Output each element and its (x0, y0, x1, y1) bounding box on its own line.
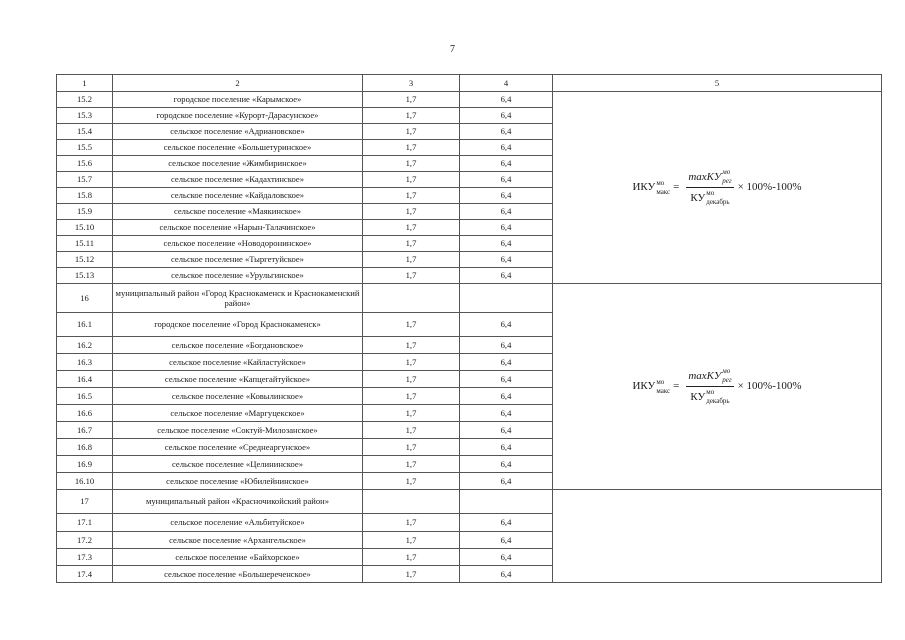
formula-numerator (686, 367, 733, 387)
row-value-col3: 1,7 (363, 108, 460, 124)
row-name: сельское поселение «Новодоронинское» (113, 236, 363, 252)
row-value-col4: 6,4 (460, 172, 553, 188)
formula-lhs-sup: мо (656, 178, 665, 187)
formula-num-indices (722, 168, 731, 186)
row-value-col3: 1,7 (363, 354, 460, 371)
row-value-col4: 6,4 (460, 204, 553, 220)
row-number: 15.7 (57, 172, 113, 188)
row-name: сельское поселение «Юбилейнинское» (113, 473, 363, 490)
row-number: 16.6 (57, 405, 113, 422)
row-value-col3: 1,7 (363, 92, 460, 108)
row-value-col4 (460, 284, 553, 313)
row-value-col3: 1,7 (363, 156, 460, 172)
row-number: 15.5 (57, 140, 113, 156)
row-number: 16.10 (57, 473, 113, 490)
formula-lhs (632, 378, 670, 396)
row-name: сельское поселение «Альбитуйское» (113, 514, 363, 532)
row-value-col4: 6,4 (460, 124, 553, 140)
row-value-col3: 1,7 (363, 422, 460, 439)
formula-num-main: maxКУ (688, 369, 722, 382)
row-value-col4: 6,4 (460, 439, 553, 456)
formula-lhs-sub: макс (656, 187, 671, 196)
row-number: 16.2 (57, 337, 113, 354)
row-value-col3 (363, 490, 460, 514)
row-number: 16.4 (57, 371, 113, 388)
formula-denominator (690, 387, 729, 406)
row-value-col4: 6,4 (460, 252, 553, 268)
formula-num-sub: рег (722, 177, 732, 185)
row-value-col3: 1,7 (363, 252, 460, 268)
row-value-col3 (363, 284, 460, 313)
formula-lhs-indices (656, 378, 670, 396)
formula-num-sup: мо (722, 168, 731, 176)
formula-num-indices (722, 367, 731, 385)
row-number: 15.6 (57, 156, 113, 172)
row-name: сельское поселение «Богдановское» (113, 337, 363, 354)
row-name: городское поселение «Карымское» (113, 92, 363, 108)
row-name: городское поселение «Курорт-Дарасунское» (113, 108, 363, 124)
formula-lhs (632, 179, 670, 197)
row-value-col3: 1,7 (363, 514, 460, 532)
table-row (57, 92, 882, 108)
row-number: 17.4 (57, 566, 113, 583)
row-name: сельское поселение «Соктуй-Милозанское» (113, 422, 363, 439)
formula-den-sub: декабрь (706, 397, 730, 405)
row-name: сельское поселение «Жимбиринское» (113, 156, 363, 172)
row-number: 15.9 (57, 204, 113, 220)
row-name: сельское поселение «Архангельское» (113, 532, 363, 549)
formula-fraction (686, 168, 733, 207)
row-number: 15.10 (57, 220, 113, 236)
formula-numerator (686, 168, 733, 188)
row-name: сельское поселение «Нарын-Талачинское» (113, 220, 363, 236)
table-row (57, 284, 882, 313)
formula-num-sup: мо (722, 367, 731, 375)
formula-equals: = (673, 181, 680, 194)
formula-lhs-sup: мо (656, 377, 665, 386)
column-header-2: 2 (113, 75, 363, 92)
formula-tail: × 100%-100% (737, 181, 802, 194)
row-value-col4: 6,4 (460, 532, 553, 549)
row-value-col3: 1,7 (363, 405, 460, 422)
row-value-col4: 6,4 (460, 220, 553, 236)
formula-den-sup: мо (706, 388, 715, 396)
row-number: 16.3 (57, 354, 113, 371)
formula-lhs-sub: макс (656, 386, 671, 395)
row-value-col4: 6,4 (460, 140, 553, 156)
row-number: 16.9 (57, 456, 113, 473)
row-number: 16.7 (57, 422, 113, 439)
formula-lhs-symbol: ИКУ (632, 181, 656, 194)
formula-denominator (690, 188, 729, 207)
formula-den-sub: декабрь (706, 198, 730, 206)
row-value-col4: 6,4 (460, 473, 553, 490)
row-value-col4: 6,4 (460, 371, 553, 388)
row-number: 15.2 (57, 92, 113, 108)
row-name: сельское поселение «Маякинское» (113, 204, 363, 220)
row-value-col4: 6,4 (460, 549, 553, 566)
formula-num-main: maxКУ (688, 170, 722, 183)
tariff-table (56, 74, 882, 583)
row-value-col3: 1,7 (363, 371, 460, 388)
row-name: сельское поселение «Большереченское» (113, 566, 363, 583)
row-value-col3: 1,7 (363, 566, 460, 583)
row-number: 16.8 (57, 439, 113, 456)
row-value-col4: 6,4 (460, 236, 553, 252)
column-header-5: 5 (553, 75, 882, 92)
row-value-col4 (460, 490, 553, 514)
row-number: 17.1 (57, 514, 113, 532)
column-header-3: 3 (363, 75, 460, 92)
row-name: сельское поселение «Кайластуйское» (113, 354, 363, 371)
formula-den-indices (706, 388, 729, 406)
formula-den-indices (706, 189, 729, 207)
row-value-col4: 6,4 (460, 188, 553, 204)
row-value-col3: 1,7 (363, 268, 460, 284)
row-value-col4: 6,4 (460, 156, 553, 172)
formula-den-main: КУ (690, 191, 706, 204)
row-number: 15.4 (57, 124, 113, 140)
row-value-col4: 6,4 (460, 405, 553, 422)
row-value-col4: 6,4 (460, 456, 553, 473)
formula (632, 168, 801, 207)
formula-fraction (686, 367, 733, 406)
formula-equals: = (673, 380, 680, 393)
row-value-col3: 1,7 (363, 439, 460, 456)
row-name: городское поселение «Город Краснокаменск» (113, 313, 363, 337)
row-value-col3: 1,7 (363, 388, 460, 405)
row-value-col3: 1,7 (363, 188, 460, 204)
row-value-col3: 1,7 (363, 124, 460, 140)
row-number: 17.2 (57, 532, 113, 549)
row-value-col4: 6,4 (460, 354, 553, 371)
row-number: 16 (57, 284, 113, 313)
row-value-col4: 6,4 (460, 92, 553, 108)
row-value-col3: 1,7 (363, 337, 460, 354)
row-value-col4: 6,4 (460, 108, 553, 124)
formula-num-sub: рег (722, 376, 732, 384)
row-name: сельское поселение «Среднеаргунское» (113, 439, 363, 456)
row-number: 17.3 (57, 549, 113, 566)
row-name: муниципальный район «Город Краснокаменск и Краснокаменский район» (113, 284, 363, 313)
row-value-col4: 6,4 (460, 313, 553, 337)
row-value-col3: 1,7 (363, 532, 460, 549)
row-value-col3: 1,7 (363, 172, 460, 188)
row-name: сельское поселение «Маргуцекское» (113, 405, 363, 422)
row-number: 15.12 (57, 252, 113, 268)
formula (632, 367, 801, 406)
row-name: сельское поселение «Байхорское» (113, 549, 363, 566)
row-value-col4: 6,4 (460, 268, 553, 284)
row-value-col4: 6,4 (460, 337, 553, 354)
row-name: сельское поселение «Капцегайтуйское» (113, 371, 363, 388)
column-header-1: 1 (57, 75, 113, 92)
row-number: 15.13 (57, 268, 113, 284)
page-number: 7 (450, 44, 455, 55)
row-value-col4: 6,4 (460, 388, 553, 405)
row-name: муниципальный район «Красночикойский район» (113, 490, 363, 514)
row-number: 15.11 (57, 236, 113, 252)
row-name: сельское поселение «Кадахтинское» (113, 172, 363, 188)
row-value-col4: 6,4 (460, 422, 553, 439)
row-value-col3: 1,7 (363, 236, 460, 252)
row-number: 15.8 (57, 188, 113, 204)
row-value-col3: 1,7 (363, 204, 460, 220)
column-header-4: 4 (460, 75, 553, 92)
row-number: 16.5 (57, 388, 113, 405)
row-name: сельское поселение «Кайдаловское» (113, 188, 363, 204)
row-name: сельское поселение «Тыргетуйское» (113, 252, 363, 268)
formula-den-sup: мо (706, 189, 715, 197)
row-number: 16.1 (57, 313, 113, 337)
row-name: сельское поселение «Ковылинское» (113, 388, 363, 405)
row-number: 17 (57, 490, 113, 514)
row-name: сельское поселение «Большетуринское» (113, 140, 363, 156)
row-value-col3: 1,7 (363, 549, 460, 566)
row-value-col3: 1,7 (363, 313, 460, 337)
row-value-col4: 6,4 (460, 514, 553, 532)
formula-lhs-symbol: ИКУ (632, 380, 656, 393)
formula-den-main: КУ (690, 390, 706, 403)
formula-cell (553, 284, 882, 490)
header-row (57, 75, 882, 92)
formula-tail: × 100%-100% (737, 380, 802, 393)
row-name: сельское поселение «Урульгинское» (113, 268, 363, 284)
row-name: сельское поселение «Целининское» (113, 456, 363, 473)
row-name: сельское поселение «Адриановское» (113, 124, 363, 140)
row-value-col3: 1,7 (363, 220, 460, 236)
row-value-col3: 1,7 (363, 140, 460, 156)
row-number: 15.3 (57, 108, 113, 124)
table-row (57, 490, 882, 514)
formula-lhs-indices (656, 179, 670, 197)
row-value-col4: 6,4 (460, 566, 553, 583)
row-value-col3: 1,7 (363, 456, 460, 473)
formula-cell (553, 92, 882, 284)
row-value-col3: 1,7 (363, 473, 460, 490)
formula-cell (553, 490, 882, 583)
